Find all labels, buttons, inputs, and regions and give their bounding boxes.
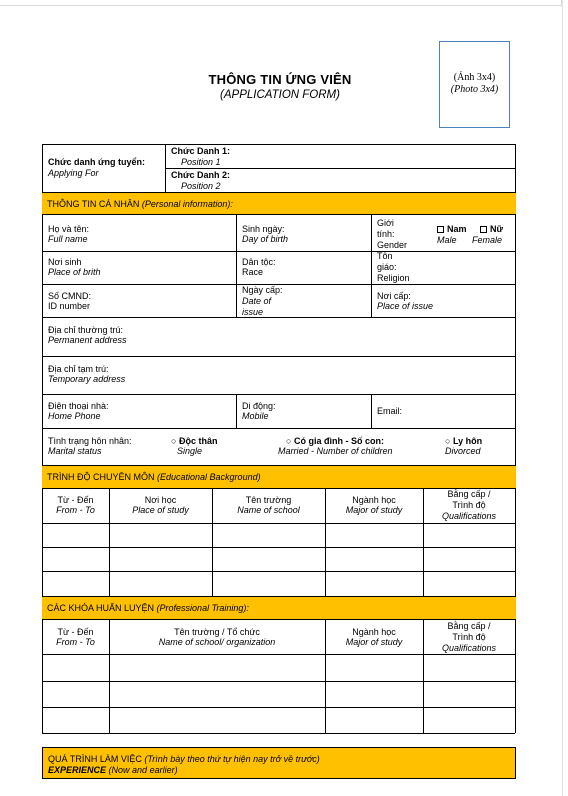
home-phone-en: Home Phone <box>48 411 101 421</box>
male-checkbox[interactable] <box>437 226 444 233</box>
permanent-address-en: Permanent address <box>48 335 127 345</box>
education-section-header <box>42 465 516 489</box>
issue-place-label: Nơi cấp: <box>377 291 411 301</box>
full-name-field[interactable] <box>48 224 89 245</box>
id-number-en: ID number <box>48 301 91 311</box>
female-label: Nữ <box>490 224 504 234</box>
form-title: THÔNG TIN ỨNG VIÊN <box>208 72 352 87</box>
train-col-school <box>109 627 325 648</box>
train-col-qualification-en: Qualifications <box>441 643 497 653</box>
marital-status-label: Tình trạng hôn nhân: <box>48 436 132 446</box>
train-col-from-to-label: Từ - Đến <box>57 627 94 637</box>
mobile-en: Mobile <box>242 411 269 421</box>
edu-col-school-en: Name of school <box>237 505 300 515</box>
personal-section-title-en: (Personal information): <box>141 199 233 209</box>
gender-label-2: tính: <box>377 229 395 239</box>
race-field[interactable] <box>242 257 276 278</box>
issue-date-en-1: Date of <box>242 296 272 306</box>
divorced-label: Ly hôn <box>452 436 483 446</box>
temporary-address-field[interactable] <box>48 364 125 385</box>
edu-col-qualification <box>436 489 502 522</box>
page-edge-right <box>562 0 563 796</box>
single-en: Single <box>177 446 203 456</box>
position-2-en: Position 2 <box>181 181 221 191</box>
id-number-field[interactable] <box>48 291 91 312</box>
education-section-title: TRÌNH ĐỘ CHUYÊN MÔN <box>47 472 155 482</box>
train-col-major-en: Major of study <box>345 637 403 647</box>
marital-status-en: Marital status <box>48 446 102 456</box>
full-name-label: Họ và tên: <box>48 224 90 234</box>
divorced-en: Divorced <box>445 446 481 456</box>
photo-label-en: (Photo 3x4) <box>450 84 499 95</box>
full-name-en: Full name <box>48 234 88 244</box>
married-en: Married - Number of children <box>278 446 393 456</box>
applying-label-group <box>48 157 145 179</box>
experience-section-note: (Trình bày theo thứ tự hiện nay trở về trước) <box>144 754 320 764</box>
id-number-label: Số CMND: <box>48 291 92 301</box>
form-subtitle: (APPLICATION FORM) <box>220 89 340 101</box>
single-label: Độc thân <box>178 436 218 446</box>
married-label: Có gia đình - Số con: <box>293 436 384 446</box>
home-phone-label: Điện thoại nhà: <box>48 401 109 411</box>
experience-section-header <box>42 747 516 779</box>
permanent-address-field[interactable] <box>48 325 127 346</box>
training-section-header <box>42 596 516 620</box>
edu-col-school-label: Tên trường <box>245 495 292 505</box>
education-section-title-en: (Educational Background) <box>157 472 261 482</box>
issue-place-field[interactable] <box>377 291 433 312</box>
issue-place-en: Place of issue <box>377 301 434 311</box>
train-col-major-label: Ngành học <box>352 627 396 637</box>
divorced-radio-icon[interactable]: ○ <box>445 436 451 446</box>
issue-date-en-2: issue <box>242 307 264 317</box>
temporary-address-label: Địa chỉ tạm trú: <box>48 364 109 374</box>
page-edge <box>0 0 562 6</box>
gender-male-option[interactable] <box>437 224 467 246</box>
edu-col-major-label: Ngành học <box>352 495 396 505</box>
experience-section-title-en: EXPERIENCE <box>48 765 107 775</box>
train-col-qualification <box>436 621 502 654</box>
female-en: Female <box>472 235 503 245</box>
gender-en: Gender <box>377 240 408 250</box>
edu-col-qualification-label: Bằng cấp / Trình độ <box>447 489 491 510</box>
position-2-field[interactable] <box>171 170 230 192</box>
male-label: Nam <box>447 224 467 234</box>
edu-col-major-en: Major of study <box>345 505 403 515</box>
birthplace-en: Place of brith <box>48 267 101 277</box>
train-col-major <box>325 627 423 648</box>
edu-col-place-en: Place of study <box>132 505 189 515</box>
single-radio-icon[interactable]: ○ <box>171 436 177 446</box>
train-col-school-label: Tên trường / Tổ chức <box>174 627 260 637</box>
training-section-title-en: (Professional Training): <box>156 603 249 613</box>
marital-status-label-group <box>48 436 132 457</box>
race-label: Dân tộc: <box>242 257 276 267</box>
religion-label-1: Tôn <box>377 251 393 261</box>
birthplace-label: Nơi sinh <box>48 257 82 267</box>
permanent-address-label: Địa chỉ thường trú: <box>48 325 123 335</box>
photo-label-vi: (Ảnh 3x4) <box>453 72 496 83</box>
female-checkbox[interactable] <box>480 226 487 233</box>
issue-date-label: Ngày cấp: <box>242 285 283 295</box>
edu-col-place <box>109 495 212 516</box>
edu-col-school <box>212 495 325 516</box>
personal-section-title: THÔNG TIN CÁ NHÂN <box>47 199 140 209</box>
religion-field[interactable] <box>377 251 410 284</box>
marital-divorced-option[interactable] <box>445 436 482 457</box>
dob-field[interactable] <box>242 224 288 245</box>
train-col-from-to <box>42 627 109 648</box>
personal-section-header <box>42 192 516 215</box>
edu-col-place-label: Nơi học <box>144 495 177 505</box>
gender-label-1: Giới <box>377 218 394 228</box>
temporary-address-en: Temporary address <box>48 374 126 384</box>
religion-label-2: giáo: <box>377 262 397 272</box>
email-label: Email: <box>377 406 403 416</box>
training-section-title: CÁC KHÓA HUẤN LUYỆN <box>47 603 155 613</box>
male-en: Male <box>437 235 457 245</box>
position-1-label: Chức Danh 1: <box>171 146 231 156</box>
edu-col-major <box>325 495 423 516</box>
home-phone-field[interactable] <box>48 401 109 422</box>
gender-female-option[interactable] <box>472 224 504 246</box>
photo-box <box>439 41 510 128</box>
position-1-field[interactable] <box>171 146 230 168</box>
religion-en: Religion <box>377 273 410 283</box>
mobile-field[interactable] <box>242 401 276 422</box>
applying-label: Chức danh ứng tuyển: <box>48 157 146 167</box>
edu-col-from-to-label: Từ - Đến <box>57 495 94 505</box>
mobile-label: Di động: <box>242 401 276 411</box>
married-radio-icon[interactable]: ○ <box>286 436 292 446</box>
marital-married-option[interactable] <box>278 436 393 457</box>
dob-en: Day of birth <box>242 234 289 244</box>
email-field[interactable] <box>377 406 402 416</box>
edu-col-from-to-en: From - To <box>56 505 95 515</box>
train-col-qualification-label: Bằng cấp / Trình độ <box>447 621 491 642</box>
position-2-label: Chức Danh 2: <box>171 170 231 180</box>
marital-single-option[interactable] <box>171 436 217 457</box>
gender-label-group <box>377 218 407 251</box>
experience-section-title: QUÁ TRÌNH LÀM VIỆC <box>48 754 142 764</box>
experience-section-note-en: (Now and earlier) <box>108 765 178 775</box>
birthplace-field[interactable] <box>48 257 101 278</box>
race-en: Race <box>242 267 264 277</box>
applying-label-en: Applying For <box>48 168 99 178</box>
position-1-en: Position 1 <box>181 157 221 167</box>
train-col-from-to-en: From - To <box>56 637 95 647</box>
issue-date-field[interactable] <box>242 285 283 318</box>
edu-col-qualification-en: Qualifications <box>441 511 497 521</box>
edu-col-from-to <box>42 495 109 516</box>
dob-label: Sinh ngày: <box>242 224 285 234</box>
train-col-school-en: Name of school/ organization <box>158 637 276 647</box>
